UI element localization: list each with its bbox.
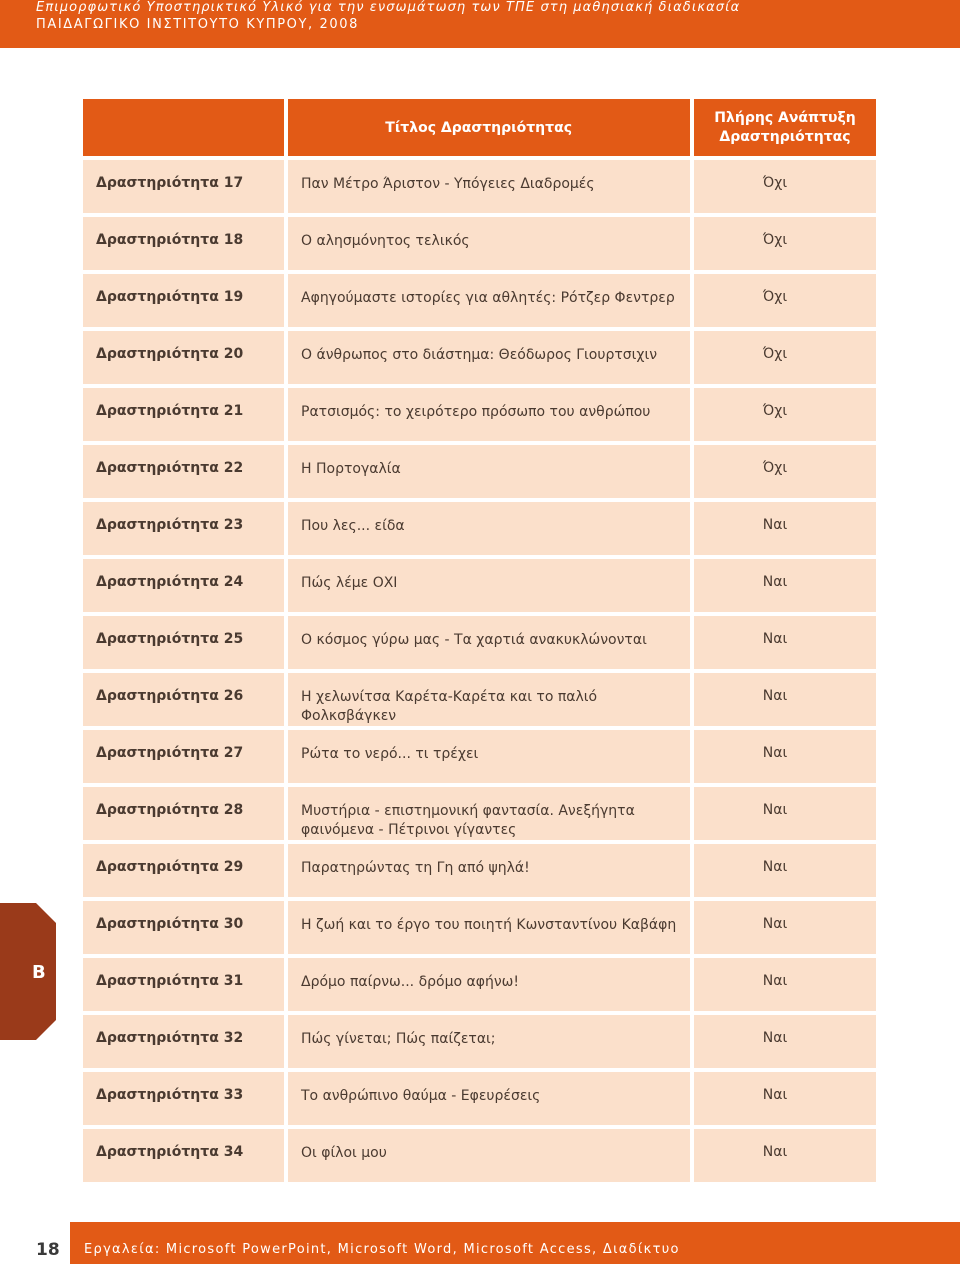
table-row	[83, 1072, 876, 1125]
full-development-cell: Όχι	[694, 388, 876, 441]
section-tab-letter: B	[32, 962, 46, 983]
full-development-cell: Ναι	[694, 559, 876, 612]
header-cell-title: Τίτλος Δραστηριότητας	[288, 99, 690, 156]
full-development-cell: Ναι	[694, 673, 876, 726]
full-development-cell: Ναι	[694, 787, 876, 840]
title-cell: Το ανθρώπινο θαύμα - Εφευρέσεις	[288, 1072, 690, 1125]
activity-cell: Δραστηριότητα 32	[83, 1015, 284, 1068]
table-row	[83, 844, 876, 897]
table-row	[83, 1015, 876, 1068]
page-header	[0, 0, 960, 48]
table-row	[83, 673, 876, 726]
table-row	[83, 445, 876, 498]
title-cell: Παρατηρώντας τη Γη από ψηλά!	[288, 844, 690, 897]
full-development-cell: Όχι	[694, 331, 876, 384]
full-development-cell: Ναι	[694, 1015, 876, 1068]
activity-cell: Δραστηριότητα 30	[83, 901, 284, 954]
title-cell: Ο άνθρωπος στο διάστημα: Θεόδωρος Γιουρτσιχιν	[288, 331, 690, 384]
header-cell-full-development: Πλήρης Ανάπτυξη Δραστηριότητας	[694, 99, 876, 156]
title-cell: Αφηγούμαστε ιστορίες για αθλητές: Ρότζερ Φεντρερ	[288, 274, 690, 327]
full-development-cell: Ναι	[694, 1129, 876, 1182]
activity-cell: Δραστηριότητα 22	[83, 445, 284, 498]
title-cell: Οι φίλοι μου	[288, 1129, 690, 1182]
activity-cell: Δραστηριότητα 25	[83, 616, 284, 669]
title-cell: Η χελωνίτσα Καρέτα-Καρέτα και το παλιό Φολκσβάγκεν	[288, 673, 690, 726]
table-row	[83, 160, 876, 213]
activity-cell: Δραστηριότητα 18	[83, 217, 284, 270]
table-row	[83, 217, 876, 270]
page-number: 18	[36, 1240, 60, 1260]
full-development-cell: Ναι	[694, 1072, 876, 1125]
activity-cell: Δραστηριότητα 23	[83, 502, 284, 555]
activity-cell: Δραστηριότητα 27	[83, 730, 284, 783]
table-row	[83, 559, 876, 612]
table-row	[83, 958, 876, 1011]
full-development-cell: Όχι	[694, 445, 876, 498]
title-cell: Δρόμο παίρνω... δρόμο αφήνω!	[288, 958, 690, 1011]
full-development-cell: Όχι	[694, 160, 876, 213]
table-row	[83, 730, 876, 783]
table-row	[83, 274, 876, 327]
activity-cell: Δραστηριότητα 17	[83, 160, 284, 213]
activity-cell: Δραστηριότητα 33	[83, 1072, 284, 1125]
full-development-cell: Ναι	[694, 844, 876, 897]
section-tab	[0, 903, 56, 1040]
activity-cell: Δραστηριότητα 28	[83, 787, 284, 840]
activity-cell: Δραστηριότητα 20	[83, 331, 284, 384]
full-development-cell: Ναι	[694, 901, 876, 954]
activity-cell: Δραστηριότητα 26	[83, 673, 284, 726]
table-row	[83, 1129, 876, 1182]
footer-tools-text: Εργαλεία: Microsoft PowerPoint, Microsoft Word, Microsoft Access, Διαδίκτυο	[84, 1242, 680, 1257]
title-cell: Η Πορτογαλία	[288, 445, 690, 498]
table-row	[83, 502, 876, 555]
activity-cell: Δραστηριότητα 19	[83, 274, 284, 327]
activity-cell: Δραστηριότητα 31	[83, 958, 284, 1011]
title-cell: Ρατσισμός: το χειρότερο πρόσωπο του ανθρώπου	[288, 388, 690, 441]
full-development-cell: Όχι	[694, 217, 876, 270]
header-cell-activity	[83, 99, 284, 156]
full-development-cell: Ναι	[694, 616, 876, 669]
table-row	[83, 901, 876, 954]
full-development-cell: Ναι	[694, 502, 876, 555]
page-number-box	[0, 1222, 70, 1264]
title-cell: Η ζωή και το έργο του ποιητή Κωνσταντίνου Καβάφη	[288, 901, 690, 954]
activity-cell: Δραστηριότητα 21	[83, 388, 284, 441]
table-body	[83, 160, 876, 1182]
table-row	[83, 787, 876, 840]
table-row	[83, 331, 876, 384]
title-cell: Πώς λέμε ΟΧΙ	[288, 559, 690, 612]
table-header-row	[83, 99, 876, 156]
title-cell: Ο κόσμος γύρω μας - Τα χαρτιά ανακυκλώνονται	[288, 616, 690, 669]
title-cell: Παν Μέτρο Άριστον - Υπόγειες Διαδρομές	[288, 160, 690, 213]
title-cell: Ρώτα το νερό... τι τρέχει	[288, 730, 690, 783]
title-cell: Πώς γίνεται; Πώς παίζεται;	[288, 1015, 690, 1068]
table-row	[83, 388, 876, 441]
full-development-cell: Όχι	[694, 274, 876, 327]
header-institute: ΠΑΙΔΑΓΩΓΙΚΟ ΙΝΣΤΙΤΟΥΤΟ ΚΥΠΡΟΥ, 2008	[36, 17, 360, 32]
full-development-cell: Ναι	[694, 730, 876, 783]
title-cell: Ο αλησμόνητος τελικός	[288, 217, 690, 270]
page-footer	[0, 1222, 960, 1264]
title-cell: Που λες... είδα	[288, 502, 690, 555]
activity-cell: Δραστηριότητα 34	[83, 1129, 284, 1182]
full-development-cell: Ναι	[694, 958, 876, 1011]
activities-table	[83, 99, 876, 1182]
activity-cell: Δραστηριότητα 29	[83, 844, 284, 897]
activity-cell: Δραστηριότητα 24	[83, 559, 284, 612]
table-row	[83, 616, 876, 669]
header-subtitle: Επιμορφωτικό Υποστηρικτικό Υλικό για την ενσωμάτωση των ΤΠΕ στη μαθησιακή διαδικασία	[36, 0, 741, 15]
title-cell: Μυστήρια - επιστημονική φαντασία. Ανεξήγητα φαινόμενα - Πέτρινοι γίγαντες	[288, 787, 690, 840]
